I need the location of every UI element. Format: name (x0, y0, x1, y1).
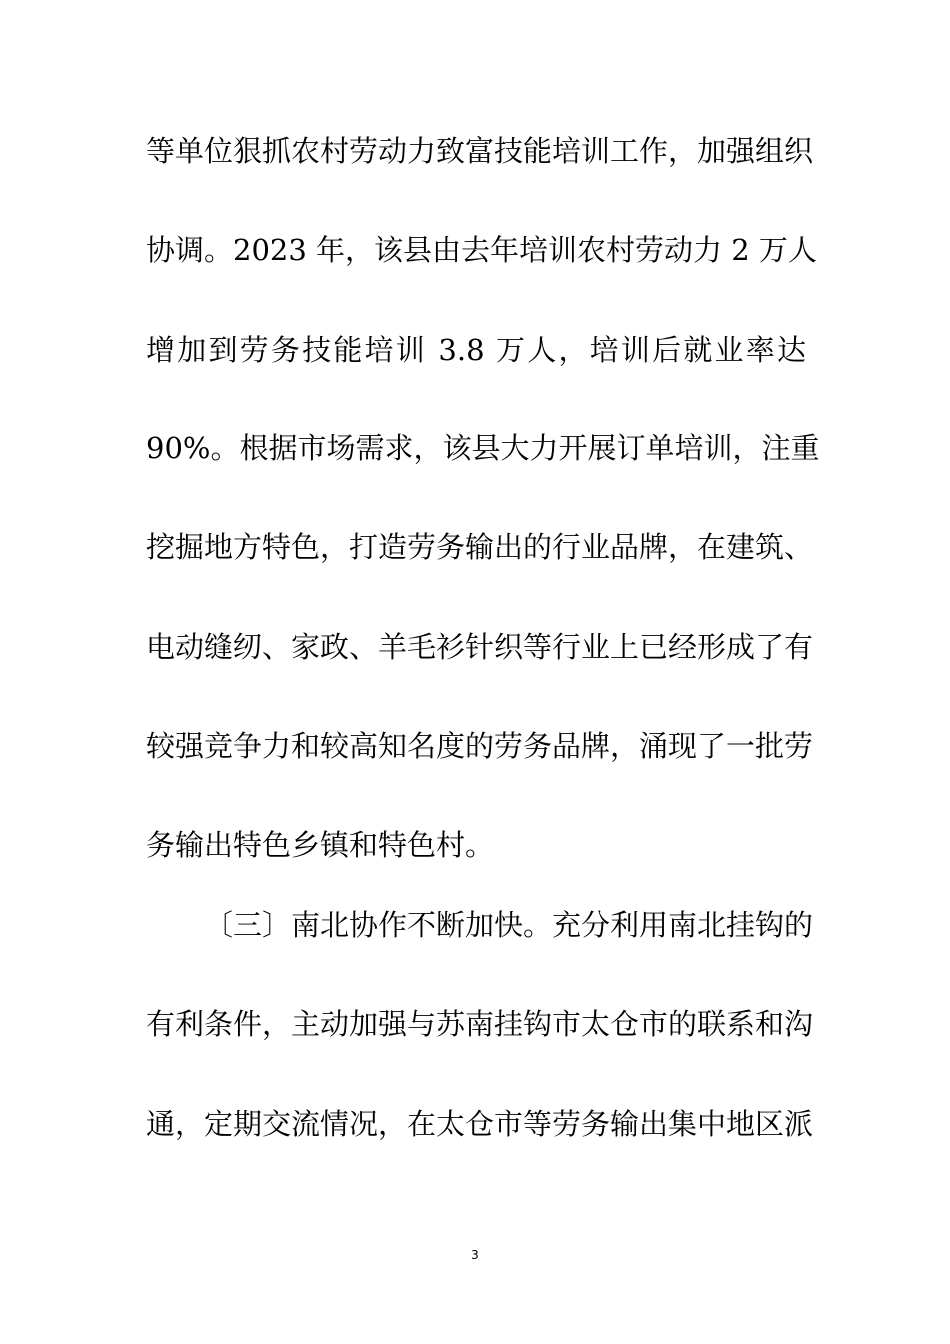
text-line-11: 通，定期交流情况，在太仓市等劳务输出集中地区派 (146, 1107, 814, 1141)
text-line-3: 增加到劳务技能培训 3.8 万人，培训后就业率达 (146, 333, 806, 367)
text-line-9: 〔三〕南北协作不断加快。充分利用南北挂钩的 (204, 908, 814, 942)
text-line-8: 务输出特色乡镇和特色村。 (146, 828, 495, 862)
text-line-4: 90%。根据市场需求，该县大力开展订单培训，注重 (146, 431, 820, 465)
text-line-10: 有利条件，主动加强与苏南挂钩市太仓市的联系和沟 (146, 1007, 814, 1041)
page-number: 3 (471, 1248, 479, 1262)
text-line-5: 挖掘地方特色，打造劳务输出的行业品牌，在建筑、 (146, 530, 814, 564)
text-line-7: 较强竞争力和较高知名度的劳务品牌，涌现了一批劳 (146, 729, 814, 763)
text-line-6: 电动缝纫、家政、羊毛衫针织等行业上已经形成了有 (146, 630, 814, 664)
text-line-1: 等单位狠抓农村劳动力致富技能培训工作，加强组织 (146, 134, 814, 168)
text-line-2: 协调。2023 年，该县由去年培训农村劳动力 2 万人 (146, 233, 817, 267)
